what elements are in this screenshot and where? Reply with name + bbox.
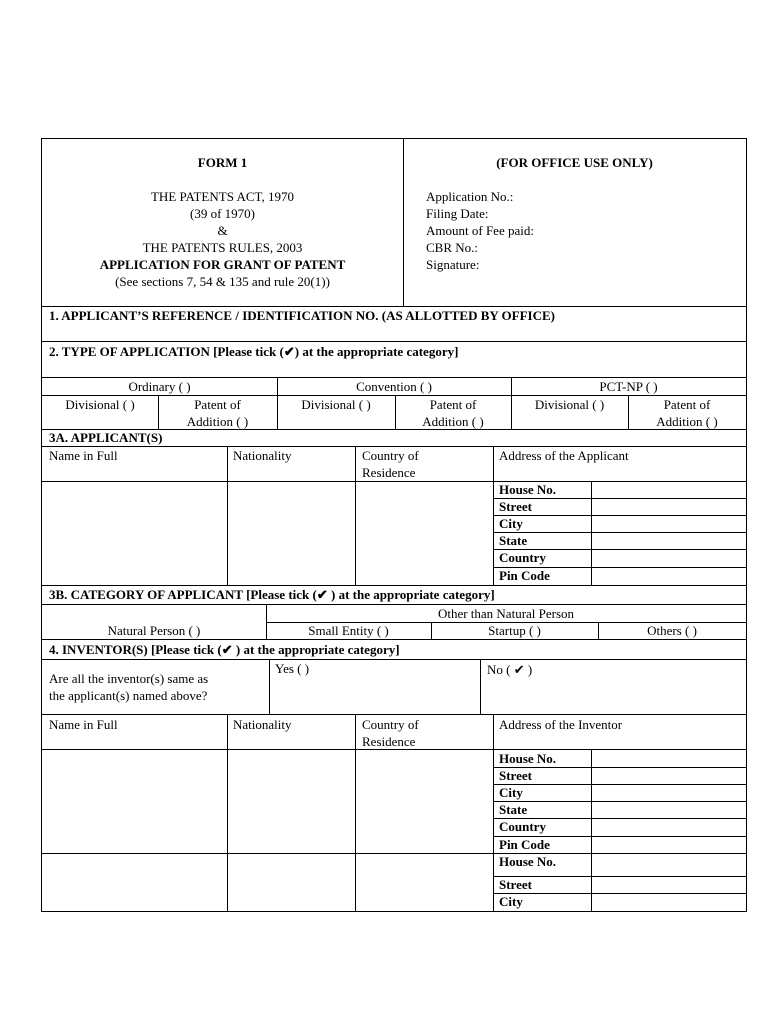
ordinary-divisional: Divisional ( ) — [65, 397, 135, 412]
inventor2-house-no: House No. — [499, 854, 557, 869]
pct-divisional: Divisional ( ) — [534, 397, 605, 412]
type-pct-np: PCT-NP ( ) — [599, 379, 658, 394]
field-signature: Signature: — [426, 257, 480, 272]
pct-patent-of-addition: Patent of Addition ( ) — [656, 397, 718, 429]
patent-application-form — [41, 138, 747, 912]
startup: Startup ( ) — [488, 623, 541, 638]
application-title: APPLICATION FOR GRANT OF PATENT — [99, 257, 346, 272]
inventor-col-nationality: Nationality — [233, 717, 292, 732]
tick-mark-icon: ✔ — [316, 587, 328, 602]
applicant-col-nationality: Nationality — [233, 448, 292, 463]
applicant-pin-code: Pin Code — [499, 568, 550, 583]
type-ordinary: Ordinary ( ) — [128, 379, 191, 394]
field-cbr-no: CBR No.: — [426, 240, 479, 255]
form-title: FORM 1 — [197, 155, 248, 170]
section2-title: 2. TYPE OF APPLICATION [Please tick (✔) at the appropriate category] — [49, 344, 459, 359]
inventor-country: Country — [499, 819, 546, 834]
inventor-city: City — [499, 785, 523, 800]
small-entity: Small Entity ( ) — [308, 623, 389, 638]
section3a-title: 3A. APPLICANT(S) — [49, 430, 163, 445]
natural-person: Natural Person ( ) — [107, 623, 201, 638]
section3b-title: 3B. CATEGORY OF APPLICANT [Please tick (✔ ) at the appropriate category] — [49, 587, 495, 602]
inventor-house-no: House No. — [499, 751, 557, 766]
inventor-col-country: Country of Residence — [362, 717, 419, 749]
tick-mark-icon: ✔ — [283, 344, 295, 359]
tick-mark-icon: ✔ — [221, 642, 233, 657]
inventor2-city: City — [499, 894, 523, 909]
inventor2-street: Street — [499, 877, 532, 892]
applicant-country: Country — [499, 550, 546, 565]
type-convention: Convention ( ) — [356, 379, 432, 394]
field-amount-fee: Amount of Fee paid: — [426, 223, 534, 238]
section1-title: 1. APPLICANT’S REFERENCE / IDENTIFICATION NO. (AS ALLOTTED BY OFFICE) — [49, 308, 555, 323]
field-filing-date: Filing Date: — [426, 206, 489, 221]
applicant-col-name: Name in Full — [49, 448, 118, 463]
applicant-street: Street — [499, 499, 532, 514]
convention-patent-of-addition: Patent of Addition ( ) — [422, 397, 484, 429]
convention-divisional: Divisional ( ) — [301, 397, 371, 412]
sections-reference: (See sections 7, 54 & 135 and rule 20(1)) — [115, 274, 330, 289]
others: Others ( ) — [647, 623, 697, 638]
applicant-col-address: Address of the Applicant — [499, 448, 629, 463]
office-use-title: (FOR OFFICE USE ONLY) — [496, 155, 653, 170]
ampersand: & — [217, 223, 228, 238]
inventor-state: State — [499, 802, 528, 817]
ordinary-patent-of-addition: Patent of Addition ( ) — [186, 397, 249, 429]
inventor-col-address: Address of the Inventor — [499, 717, 623, 732]
field-application-no: Application No.: — [426, 189, 514, 204]
section4-title: 4. INVENTOR(S) [Please tick (✔ ) at the appropriate category] — [49, 642, 400, 657]
inventor-same-yes: Yes ( ) — [275, 661, 310, 676]
tick-mark-icon: ✔ — [510, 662, 525, 677]
applicant-col-country: Country of Residence — [362, 448, 419, 480]
inventor-col-name: Name in Full — [49, 717, 118, 732]
inventor-same-question: Are all the inventor(s) same as the applicant(s) named above? — [49, 671, 209, 703]
applicant-house-no: House No. — [499, 482, 557, 497]
act-name: THE PATENTS ACT, 1970 — [150, 189, 294, 204]
other-than-natural-person: Other than Natural Person — [437, 606, 575, 621]
applicant-city: City — [499, 516, 523, 531]
applicant-state: State — [499, 533, 528, 548]
act-number: (39 of 1970) — [190, 206, 255, 221]
inventor-same-no: No ( ✔ ) — [487, 662, 533, 677]
rules-name: THE PATENTS RULES, 2003 — [142, 240, 303, 255]
inventor-street: Street — [499, 768, 532, 783]
inventor-pin-code: Pin Code — [499, 837, 550, 852]
